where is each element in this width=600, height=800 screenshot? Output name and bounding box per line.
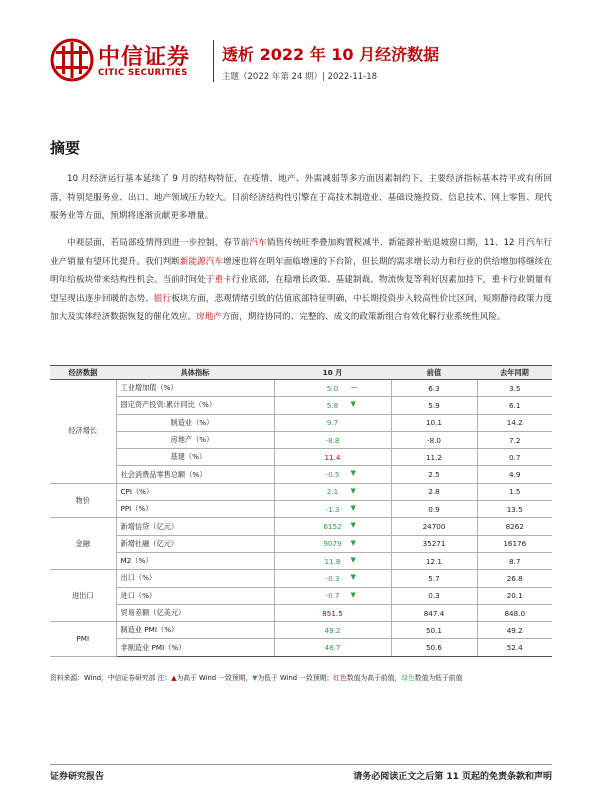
last-year-value-cell: 7.2 — [477, 431, 552, 448]
last-year-value-cell: 16176 — [477, 535, 552, 552]
down-arrow-icon: ▼ — [350, 555, 356, 564]
current-value-cell — [274, 414, 391, 431]
indicator-cell: 社会消费品零售总额（%） — [116, 466, 274, 483]
current-value: 49.2 — [324, 625, 341, 635]
current-value-cell — [274, 449, 391, 466]
current-value: 5.0 — [326, 383, 339, 393]
last-year-value-cell: 1.5 — [477, 483, 552, 500]
table-row — [50, 397, 552, 414]
citic-logo — [50, 38, 208, 82]
table-row — [50, 622, 552, 639]
last-year-value-cell: 848.0 — [477, 604, 552, 621]
current-value: 9.7 — [326, 418, 339, 428]
header-divider — [213, 40, 214, 82]
last-year-value-cell: 8.7 — [477, 552, 552, 569]
previous-value-cell: 12.1 — [391, 552, 477, 569]
last-year-value-cell: 52.4 — [477, 639, 552, 656]
previous-value-cell: 50.1 — [391, 622, 477, 639]
current-value-cell — [274, 518, 391, 535]
indicator-cell: CPI（%） — [116, 483, 274, 500]
source-text: 数值为高于前值， — [346, 674, 402, 682]
last-year-value-cell: 6.1 — [477, 397, 552, 414]
table-row — [50, 466, 552, 483]
summary-paragraph-2 — [50, 234, 552, 327]
indicator-cell: 制造业（%） — [116, 414, 274, 431]
previous-value-cell: 2.5 — [391, 466, 477, 483]
table-row — [50, 535, 552, 552]
table-row — [50, 639, 552, 656]
current-value: 48.7 — [324, 643, 341, 653]
dash-icon: — — [350, 383, 358, 391]
down-arrow-icon: ▼ — [252, 674, 258, 682]
current-value: 851.5 — [322, 608, 343, 618]
footer-divider — [50, 764, 552, 765]
indicator-cell: 贸易差额（亿美元） — [116, 604, 274, 621]
logo-chinese-name: 中信证券 — [98, 45, 191, 70]
category-cell: 物价 — [50, 483, 116, 518]
last-year-value-cell: 4.9 — [477, 466, 552, 483]
current-value: -8.8 — [325, 435, 340, 445]
last-year-value-cell: 20.1 — [477, 587, 552, 604]
current-value: -0.3 — [325, 573, 340, 583]
previous-value-cell: 11.2 — [391, 449, 477, 466]
indicator-cell: M2（%） — [116, 552, 274, 569]
p2-segment: 销售传统旺季叠加购置税减半、新能源补贴退坡窗口期，11、12 月汽车行业产销量有望环比提升。我们判断 — [50, 238, 552, 267]
logo-english-name: CITIC SECURITIES — [98, 68, 188, 78]
table-row — [50, 414, 552, 431]
previous-value-cell: -8.0 — [391, 431, 477, 448]
current-value-cell — [274, 552, 391, 569]
down-arrow-icon: ▼ — [350, 538, 356, 547]
indicator-cell: 非制造业 PMI（%） — [116, 639, 274, 656]
category-cell: 进出口 — [50, 570, 116, 622]
indicator-cell: 新增社融（亿元） — [116, 535, 274, 552]
last-year-value-cell: 8262 — [477, 518, 552, 535]
source-text: 数值为低于前值 — [414, 674, 463, 682]
indicator-cell: 制造业 PMI（%） — [116, 622, 274, 639]
header-current: 10 月 — [274, 366, 391, 380]
highlight-heavy-truck: 重卡 — [214, 275, 232, 285]
previous-value-cell: 2.8 — [391, 483, 477, 500]
up-arrow-icon: ▲ — [171, 674, 177, 682]
table-row — [50, 380, 552, 397]
current-value: 9079 — [323, 539, 342, 549]
p2-segment: 行业底部，在稳增长政策、基建制裁、物流恢复等利好因素加持下，重卡行业销量有望呈现出逐步回暖的态势。 — [50, 275, 552, 304]
previous-value-cell: 5.7 — [391, 570, 477, 587]
current-value-cell — [274, 535, 391, 552]
indicator-cell: 新增信贷（亿元） — [116, 518, 274, 535]
indicator-cell: 房地产（%） — [116, 431, 274, 448]
header-previous: 前值 — [391, 366, 477, 380]
previous-value-cell: 24700 — [391, 518, 477, 535]
previous-value-cell: 0.9 — [391, 501, 477, 518]
previous-value-cell: 35271 — [391, 535, 477, 552]
red-legend-text: 红色 — [333, 674, 347, 682]
current-value-cell — [274, 397, 391, 414]
current-value-cell — [274, 587, 391, 604]
table-source-note — [50, 672, 462, 682]
table-header-row — [50, 366, 552, 380]
category-cell: 经济增长 — [50, 380, 116, 484]
current-value: 2.1 — [326, 487, 339, 497]
table-row — [50, 552, 552, 569]
report-meta: 主题（2022 年第 24 期）| 2022-11-18 — [222, 72, 378, 82]
highlight-real-estate: 房地产 — [196, 312, 222, 322]
down-arrow-icon: ▼ — [350, 504, 356, 513]
header-category: 经济数据 — [50, 366, 116, 380]
last-year-value-cell: 0.7 — [477, 449, 552, 466]
current-value: 5.8 — [326, 400, 339, 410]
table-row — [50, 604, 552, 621]
source-text: 为高于 Wind 一致预期， — [176, 674, 253, 682]
down-arrow-icon: ▼ — [350, 469, 356, 478]
footer-disclaimer: 请务必阅读正文之后第 11 页起的免责条款和声明 — [353, 772, 552, 782]
current-value: 6152 — [323, 522, 342, 532]
down-arrow-icon: ▼ — [350, 521, 356, 530]
current-value-cell — [274, 570, 391, 587]
table-row — [50, 431, 552, 448]
current-value-cell — [274, 483, 391, 500]
highlight-auto: 汽车 — [249, 238, 267, 248]
down-arrow-icon: ▼ — [350, 486, 356, 495]
economic-data-table — [50, 365, 552, 657]
previous-value-cell: 10.1 — [391, 414, 477, 431]
down-arrow-icon: ▼ — [350, 400, 356, 409]
source-text: 资料来源：Wind，中信证券研究部 注： — [50, 674, 172, 682]
category-cell: 金融 — [50, 518, 116, 570]
summary-paragraph-1 — [50, 170, 552, 226]
current-value-cell — [274, 380, 391, 397]
table-row — [50, 501, 552, 518]
last-year-value-cell: 26.8 — [477, 570, 552, 587]
green-legend-text: 绿色 — [401, 674, 415, 682]
last-year-value-cell: 3.5 — [477, 380, 552, 397]
current-value-cell — [274, 639, 391, 656]
current-value-cell — [274, 431, 391, 448]
source-text: 为低于 Wind 一致预期； — [257, 674, 334, 682]
current-value-cell — [274, 466, 391, 483]
current-value: 11.8 — [324, 556, 341, 566]
p2-segment: 中观层面，若局部疫情得到进一步控制，春节前 — [67, 238, 250, 248]
indicator-cell: PPI（%） — [116, 501, 274, 518]
footer-report-type: 证券研究报告 — [50, 772, 105, 782]
current-value-cell — [274, 501, 391, 518]
previous-value-cell: 847.4 — [391, 604, 477, 621]
current-value: -0.7 — [325, 591, 340, 601]
p2-segment: 板块方面，悲观情绪引致的估值底部特征明确，中长期投资步入较高性价比区间，短期静待政策力度加大及实体经济数据恢复的催化效应。 — [50, 293, 552, 322]
previous-value-cell: 5.9 — [391, 397, 477, 414]
table-row — [50, 518, 552, 535]
highlight-nev: 新能源汽车 — [179, 256, 224, 267]
report-title: 透析 2022 年 10 月经济数据 — [222, 45, 440, 64]
previous-value-cell: 50.6 — [391, 639, 477, 656]
table-row — [50, 449, 552, 466]
indicator-cell: 固定资产投资:累计同比（%） — [116, 397, 274, 414]
summary-paragraph-1-text: 10 月经济运行基本延续了 9 月的结构特征，在疫情、地产、外需减弱等多方面因素制约下，主要经济指标基本持平或有所回落，特别是服务业、出口、地产领域压力较大。目前经济结构性引擎在于高技术制造业、基础设施投资、信息技术、网上零售、现代服务业等方面，预期将逐渐贡献更多增量。 — [50, 174, 552, 221]
last-year-value-cell: 14.2 — [477, 414, 552, 431]
current-value: -1.3 — [325, 504, 340, 514]
last-year-value-cell: 49.2 — [477, 622, 552, 639]
header-last-year: 去年同期 — [477, 366, 552, 380]
p2-segment: 增速也将在明年面临增速的下台阶，但长期的需求增长动力和行业的供给增加将继续在明年给板块带来结构性机会。当前时间处于 — [50, 256, 552, 285]
current-value-cell — [274, 622, 391, 639]
table-row — [50, 587, 552, 604]
indicator-cell: 进口（%） — [116, 587, 274, 604]
current-value: 11.4 — [324, 452, 341, 462]
citic-logo-icon — [50, 38, 94, 82]
indicator-cell: 工业增加值（%） — [116, 380, 274, 397]
indicator-cell: 出口（%） — [116, 570, 274, 587]
current-value-cell — [274, 604, 391, 621]
category-cell: PMI — [50, 622, 116, 657]
indicator-cell: 基建（%） — [116, 449, 274, 466]
table-row — [50, 570, 552, 587]
last-year-value-cell: 13.5 — [477, 501, 552, 518]
p2-segment: 方面，期待协同的、完整的、成文的政策新组合有效化解行业系统性风险。 — [221, 312, 506, 322]
previous-value-cell: 0.3 — [391, 587, 477, 604]
highlight-bank: 银行 — [153, 293, 172, 304]
current-value: -0.5 — [325, 470, 340, 480]
table-row — [50, 483, 552, 500]
down-arrow-icon: ▼ — [350, 590, 356, 599]
previous-value-cell: 6.3 — [391, 380, 477, 397]
summary-heading: 摘要 — [50, 139, 81, 157]
header-indicator: 具体指标 — [116, 366, 274, 380]
down-arrow-icon: ▼ — [350, 573, 356, 582]
